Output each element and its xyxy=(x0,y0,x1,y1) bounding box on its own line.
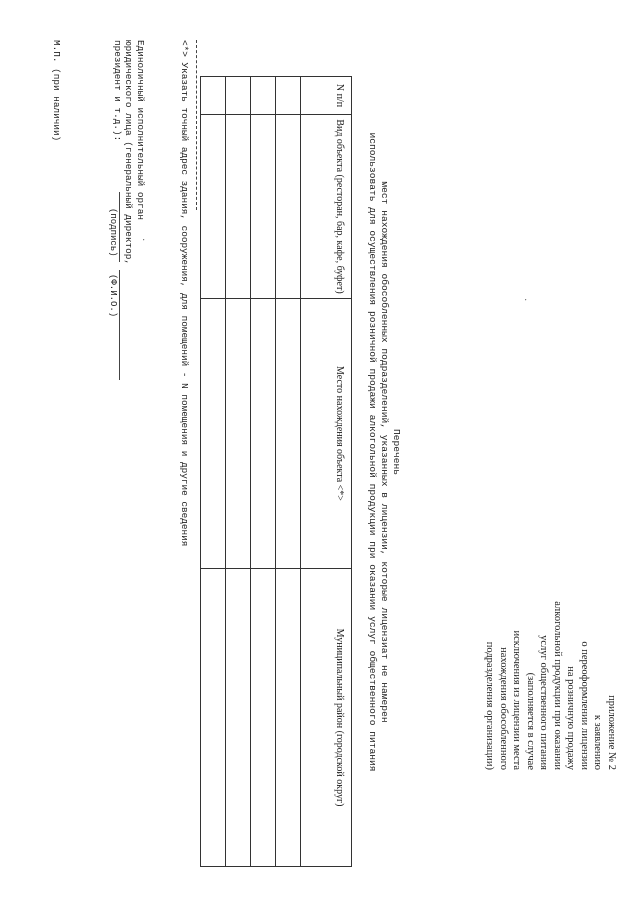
appendix-line: к заявлению xyxy=(592,714,604,770)
scan-speck: · xyxy=(519,298,530,302)
table-cell xyxy=(276,569,301,867)
table-cell xyxy=(201,77,226,115)
table-cell xyxy=(251,77,276,115)
appendix-line: услуг общественного питания xyxy=(538,635,550,770)
header-number: N п/п xyxy=(301,77,352,115)
scan-speck: · xyxy=(137,238,148,242)
table-cell xyxy=(276,77,301,115)
table-cell xyxy=(251,299,276,569)
table-row xyxy=(201,77,226,867)
appendix-line: на розничную продажу xyxy=(565,666,577,770)
table-cell xyxy=(276,299,301,569)
table-cell xyxy=(226,299,251,569)
table-row xyxy=(226,77,251,867)
table-header-row xyxy=(301,77,352,867)
appendix-line: о переоформлении лицензии xyxy=(579,641,590,770)
title-line-1: мест нахождения обособленных подразделений, указанных в лицензии, которые лицензиат не намерен xyxy=(379,181,390,723)
stamp-note: М.П. (при наличии) xyxy=(51,40,62,142)
footnote-divider xyxy=(196,40,197,210)
table-row xyxy=(251,77,276,867)
appendix-line: нахождения обособленного xyxy=(498,647,509,770)
header-district: Муниципальный район (городской округ) xyxy=(301,569,352,867)
signature-line: Единоличный исполнительный орган xyxy=(135,40,146,221)
list-title xyxy=(366,42,402,862)
appendix-note xyxy=(483,550,618,770)
table-cell xyxy=(251,115,276,299)
name-underline xyxy=(119,270,120,380)
table-cell xyxy=(251,569,276,867)
signature-line: президент и т.д.): xyxy=(112,40,123,142)
signature-line: юридического лица (генеральный директор, xyxy=(123,40,135,266)
table-cell xyxy=(226,115,251,299)
appendix-line: приложение № 2 xyxy=(606,695,617,770)
signature-underline xyxy=(119,192,120,262)
table-cell xyxy=(201,569,226,867)
appendix-line: исключения из лицензии места xyxy=(511,630,523,770)
appendix-line: (заполняется в случае xyxy=(525,672,536,770)
table-cell xyxy=(201,115,226,299)
signature-caption: (подпись) xyxy=(108,208,118,257)
appendix-line: алкогольной продукции при оказании xyxy=(552,601,563,770)
table-cell xyxy=(276,115,301,299)
table-cell xyxy=(226,569,251,867)
title-line-2: использовать для осуществления розничной продажи алкогольной продукции при оказании услуг общественного питания xyxy=(367,132,378,772)
footnote: <*> Указать точный адрес здания, сооружения, для помещений - N помещения и другие сведения xyxy=(179,40,190,547)
header-location: Место нахождения объекта <*> xyxy=(301,299,352,569)
table-cell xyxy=(226,77,251,115)
rotated-sheet xyxy=(20,2,630,902)
table-row xyxy=(276,77,301,867)
table-cell xyxy=(201,299,226,569)
appendix-line: подразделения организации) xyxy=(484,641,496,770)
objects-table xyxy=(200,76,352,867)
title-heading: Перечень xyxy=(391,428,402,476)
name-caption: (Ф.И.О.) xyxy=(108,274,118,318)
header-object-type: Вид объекта (ресторан, бар, кафе, буфет) xyxy=(301,115,352,299)
